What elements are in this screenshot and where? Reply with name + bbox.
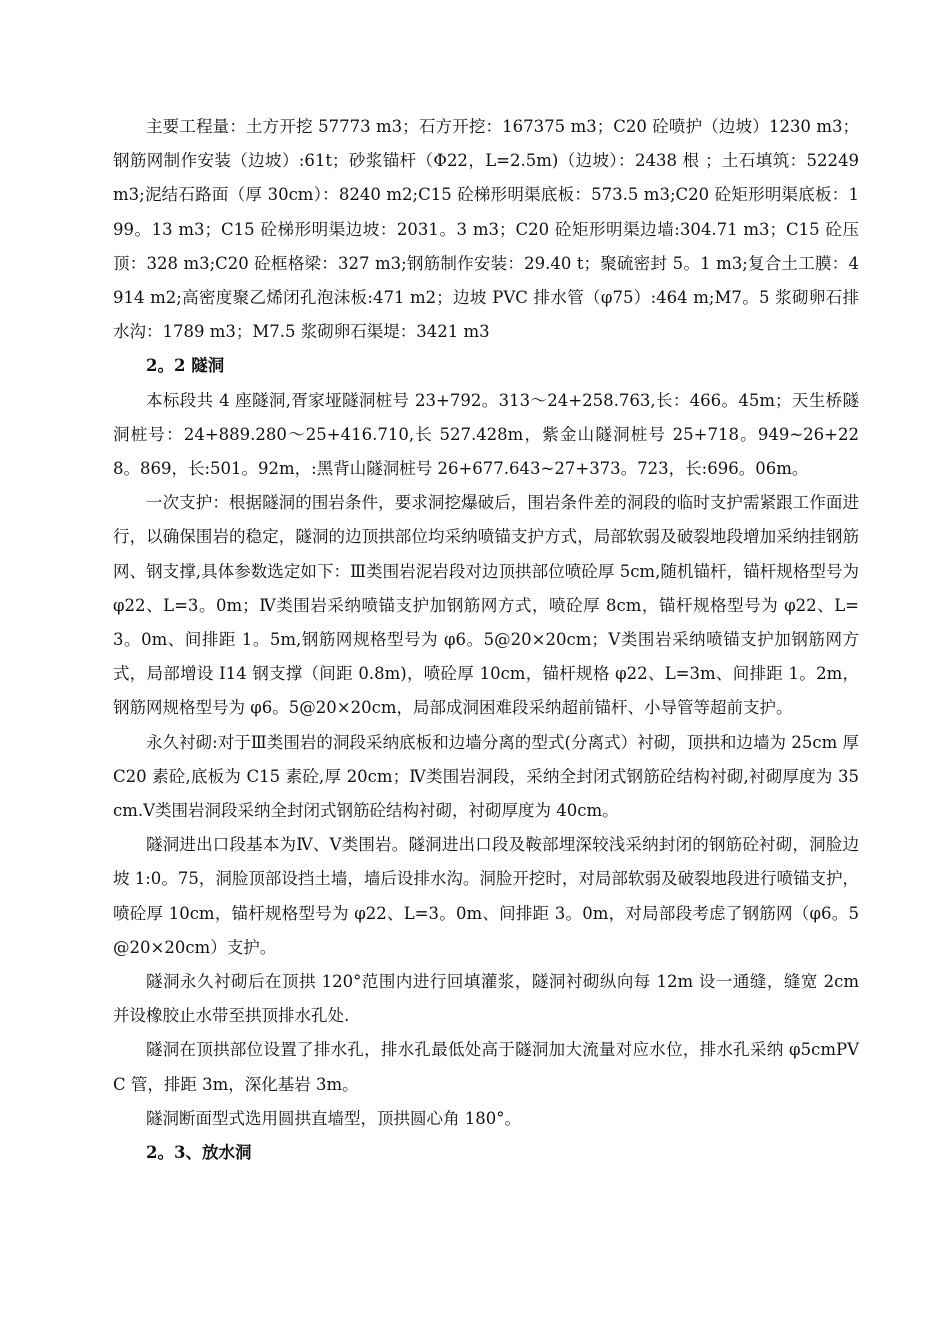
quantities-paragraph: 主要工程量：土方开挖 57773 m3；石方开挖：167375 m3；C20 砼喷护（边坡）1230 m3；钢筋网制作安装（边坡）:61t；砂浆锚杆（Φ22，L=2.5m)（边坡）：2438 根 ；土石填筑：52249 m3;泥结石路面（厚 30cm）：8240 m2;C15 砼梯形明渠底板：573.5 m3;C20 砼矩形明渠底板：199。13 m3；C15 砼梯形明渠边坡：2031。3 m3；C20 砼矩形明渠边墙:304.71 m3；C15 砼压顶：328 m3;C20 砼框格梁：327 m3;钢筋制作安装：29.40 t；聚硫密封 5。1 m3;复合土工膜：4914 m2;高密度聚乙烯闭孔泡沫板:471 m2；边坡 PVC 排水管（φ75）:464 m;M7。5 浆砌卵石排水沟：1789 m3；M7.5 浆砌卵石渠堤：3421 m3 xyxy=(113,117,859,342)
primary-support-paragraph: 一次支护：根据隧洞的围岩条件，要求洞挖爆破后，围岩条件差的洞段的临时支护需紧跟工作面进行，以确保围岩的稳定，隧洞的边顶拱部位均采纳喷锚支护方式，局部软弱及破裂地段增加采纳挂钢筋网、钢支撑,具体参数选定如下：Ⅲ类围岩泥岩段对边顶拱部位喷砼厚 5cm,随机锚杆，锚杆规格型号为 φ22、L=3。0m；Ⅳ类围岩采纳喷锚支护加钢筋网方式，喷砼厚 8cm，锚杆规格型号为 φ22、L=3。0m、间排距 1。5m,钢筋网规格型号为 φ6。5@20×20cm；Ⅴ类围岩采纳喷锚支护加钢筋网方式，局部增设 I14 钢支撑（间距 0.8m)，喷砼厚 10cm，锚杆规格 φ22、L=3m、间排距 1。2m，钢筋网规格型号为 φ6。5@20×20cm，局部成洞困难段采纳超前锚杆、小导管等超前支护。 xyxy=(113,493,859,718)
grouting-paragraph: 隧洞永久衬砌后在顶拱 120°范围内进行回填灌浆，隧洞衬砌纵向每 12m 设一通缝，缝宽 2cm 并设橡胶止水带至拱顶排水孔处. xyxy=(113,972,859,1026)
section-heading-outlet-tunnel: 2。3、放水洞 xyxy=(146,1143,252,1163)
permanent-lining-paragraph: 永久衬砌:对于Ⅲ类围岩的洞段采纳底板和边墙分离的型式(分离式）衬砌，顶拱和边墙为 25cm 厚 C20 素砼,底板为 C15 素砼,厚 20cm；Ⅳ类围岩洞段，采纳全封闭式钢筋砼结构衬砌,衬砌厚度为 35cm.Ⅴ类围岩洞段采纳全封闭式钢筋砼结构衬砌，衬砌厚度为 40cm。 xyxy=(113,732,859,821)
cross-section-paragraph: 隧洞断面型式选用圆拱直墙型，顶拱圆心角 180°。 xyxy=(146,1108,521,1128)
section-heading-tunnel: 2。2 隧洞 xyxy=(146,356,225,376)
drainage-paragraph: 隧洞在顶拱部位设置了排水孔，排水孔最低处高于隧洞加大流量对应水位，排水孔采纳 φ5cmPVC 管，排距 3m，深化基岩 3m。 xyxy=(113,1040,859,1094)
portal-section-paragraph: 隧洞进出口段基本为Ⅳ、Ⅴ类围岩。隧洞进出口段及鞍部埋深较浅采纳封闭的钢筋砼衬砌，洞脸边坡 1:0。75，洞脸顶部设挡土墙，墙后设排水沟。洞脸开挖时，对局部软弱及破裂地段进行喷锚支护，喷砼厚 10cm，锚杆规格型号为 φ22、L=3。0m、间排距 3。0m，对局部段考虑了钢筋网（φ6。5@20×20cm）支护。 xyxy=(113,835,859,957)
tunnel-overview-paragraph: 本标段共 4 座隧洞,胥家垭隧洞桩号 23+792。313～24+258.763,长：466。45m；天生桥隧洞桩号：24+889.280～25+416.710,长 527.428m，紫金山隧洞桩号 25+718。949~26+228。869，长:501。92m，:黑背山隧洞桩号 26+677.643~27+373。723，长:696。06m。 xyxy=(113,390,859,479)
document-body xyxy=(113,110,859,1170)
